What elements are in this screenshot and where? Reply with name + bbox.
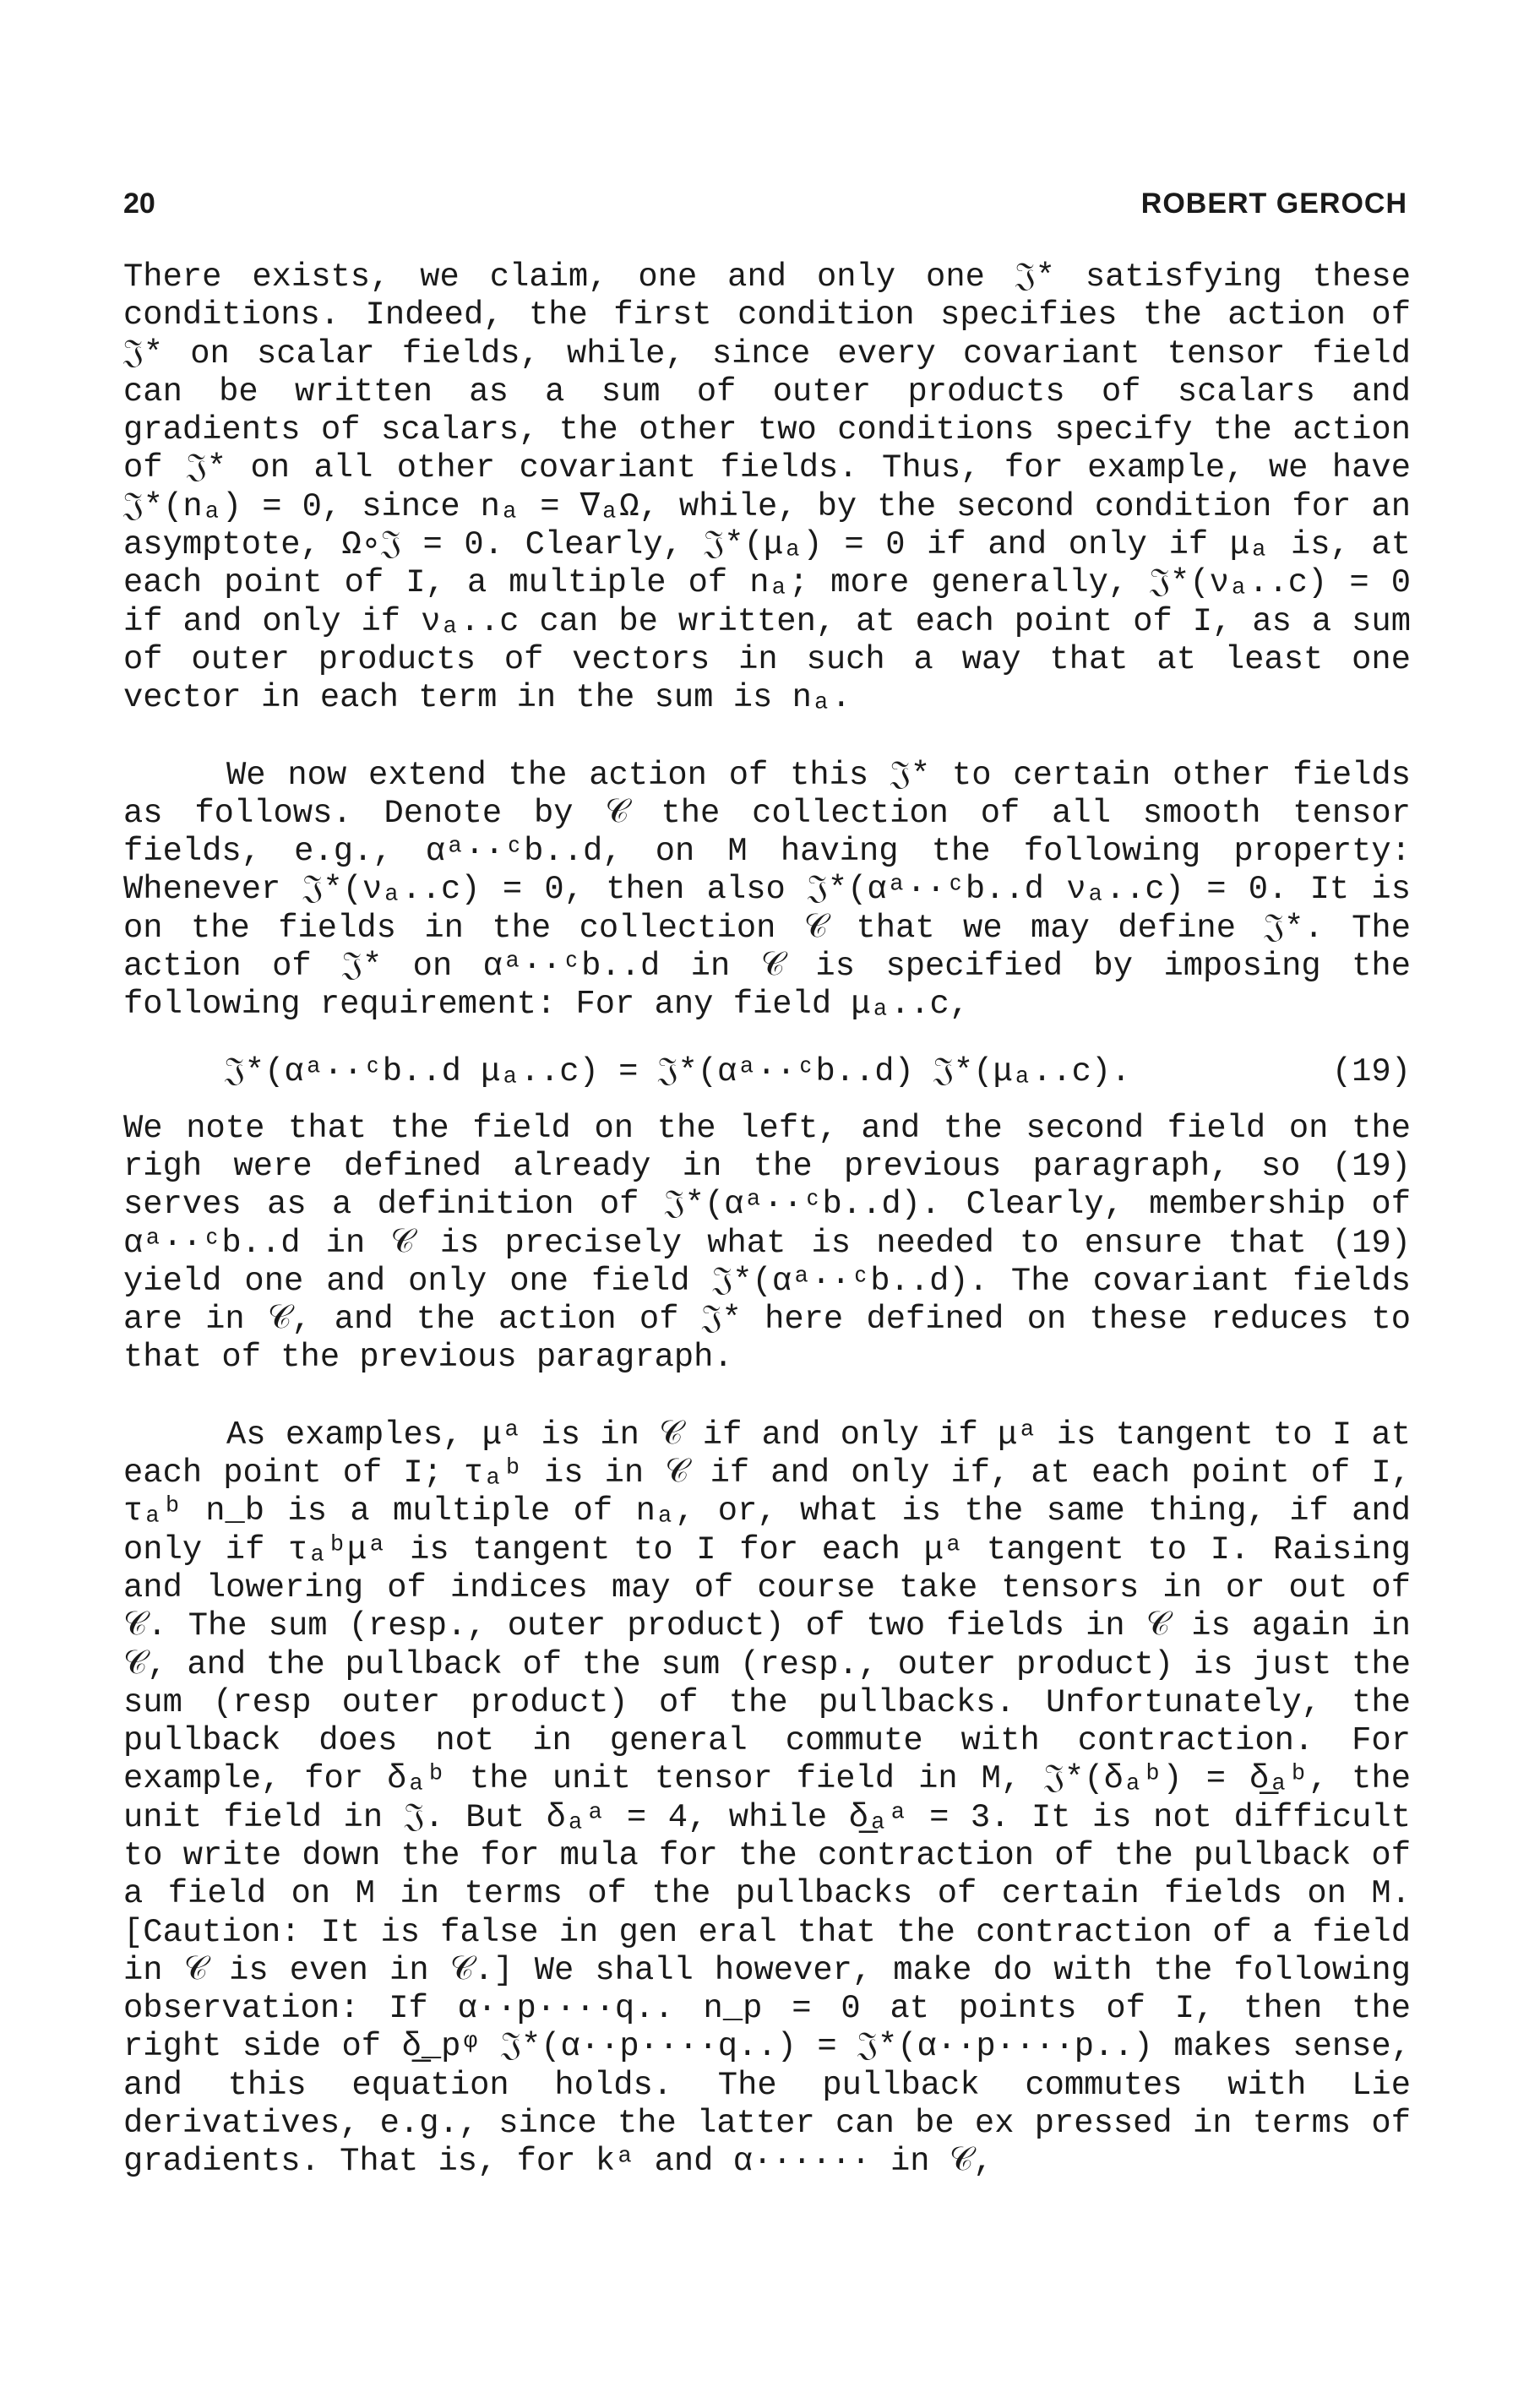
paragraph-2: We now extend the action of this 𝔍* to certain other fields as follows. Denote by 𝒞 the collection of all smooth tensor fields, e.g., αᵃ··ᶜb..d, on M having the following property: Whenever 𝔍*(νₐ..c) = 0, then also 𝔍*(αᵃ··ᶜb..d νₐ..c) = 0. It is on the fields in the collection 𝒞 that we may define 𝔍*. The action of 𝔍* on αᵃ··ᶜb..d in 𝒞 is specified by imposing the following requirement: For any field μₐ..c, bbox=[123, 756, 1411, 1024]
page-number: 20 bbox=[123, 188, 155, 220]
paragraph-gap bbox=[123, 1378, 1411, 1416]
paragraph-3: We note that the field on the left, and the second field on the righ were defined already in the previous paragraph, so (19) serves as a definition of 𝔍*(αᵃ··ᶜb..d). Clearly, membership of αᵃ··ᶜb..d in 𝒞 is precisely what is needed to ensure that (19) yield one and only one field 𝔍*(αᵃ··ᶜb..d). The covariant fields are in 𝒞, and the action of 𝔍* here defined on these reduces to that of the previous paragraph. bbox=[123, 1109, 1411, 1377]
equation-body: 𝔍*(αᵃ··ᶜb..d μₐ..c) = 𝔍*(αᵃ··ᶜb..d) 𝔍*(μₐ..c). bbox=[225, 1052, 1131, 1090]
page-body bbox=[123, 258, 1411, 2182]
paragraph-4: As examples, μᵃ is in 𝒞 if and only if μᵃ is tangent to I at each point of I; τₐᵇ is in 𝒞 if and only if, at each point of I, τₐᵇ n_b is a multiple of nₐ, or, what is the same thing, if and only if τₐᵇμᵃ is tangent to I for each μᵃ tangent to I. Raising and lowering of indices may of course take tensors in or out of 𝒞. The sum (resp., outer product) of two fields in 𝒞 is again in 𝒞, and the pullback of the sum (resp., outer product) is just the sum (resp outer product) of the pullbacks. Unfortunately, the pullback does not in general commute with contraction. For example, for δₐᵇ the unit tensor field in M, 𝔍*(δₐᵇ) = δ̲ₐᵇ, the unit field in 𝔍. But δₐᵃ = 4, while δ̲ₐᵃ = 3. It is not difficult to write down the for mula for the contraction of the pullback of a field on M in terms of the pullbacks of certain fields on M. [Caution: It is false in gen eral that the contraction of a field in 𝒞 is even in 𝒞.] We shall however, make do with the following observation: If α··p····q.. n_p = 0 at points of I, then the right side of δ̲_pᵠ 𝔍*(α··p····q..) = 𝔍*(α··p····p..) makes sense, and this equation holds. The pullback commutes with Lie derivatives, e.g., since the latter can be ex pressed in terms of gradients. That is, for kᵃ and α······ in 𝒞, bbox=[123, 1416, 1411, 2181]
paragraph-1: There exists, we claim, one and only one 𝔍* satisfying these conditions. Indeed, the first condition specifies the action of 𝔍* on scalar fields, while, since every covariant tensor field can be written as a sum of outer products of scalars and gradients of scalars, the other two conditions specify the action of 𝔍* on all other covariant fields. Thus, for example, we have 𝔍*(nₐ) = 0, since nₐ = ∇ₐΩ, while, by the second condition for an asymptote, Ω∘𝔍 = 0. Clearly, 𝔍*(μₐ) = 0 if and only if μₐ is, at each point of I, a multiple of nₐ; more generally, 𝔍*(νₐ..c) = 0 if and only if νₐ..c can be written, at each point of I, as a sum of outer products of vectors in such a way that at least one vector in each term in the sum is nₐ. bbox=[123, 258, 1411, 717]
equation-19 bbox=[123, 1053, 1411, 1091]
running-title: ROBERT GEROCH bbox=[1140, 188, 1407, 220]
paragraph-gap bbox=[123, 718, 1411, 757]
equation-number: (19) bbox=[1331, 1052, 1411, 1090]
page-header bbox=[123, 188, 1407, 230]
